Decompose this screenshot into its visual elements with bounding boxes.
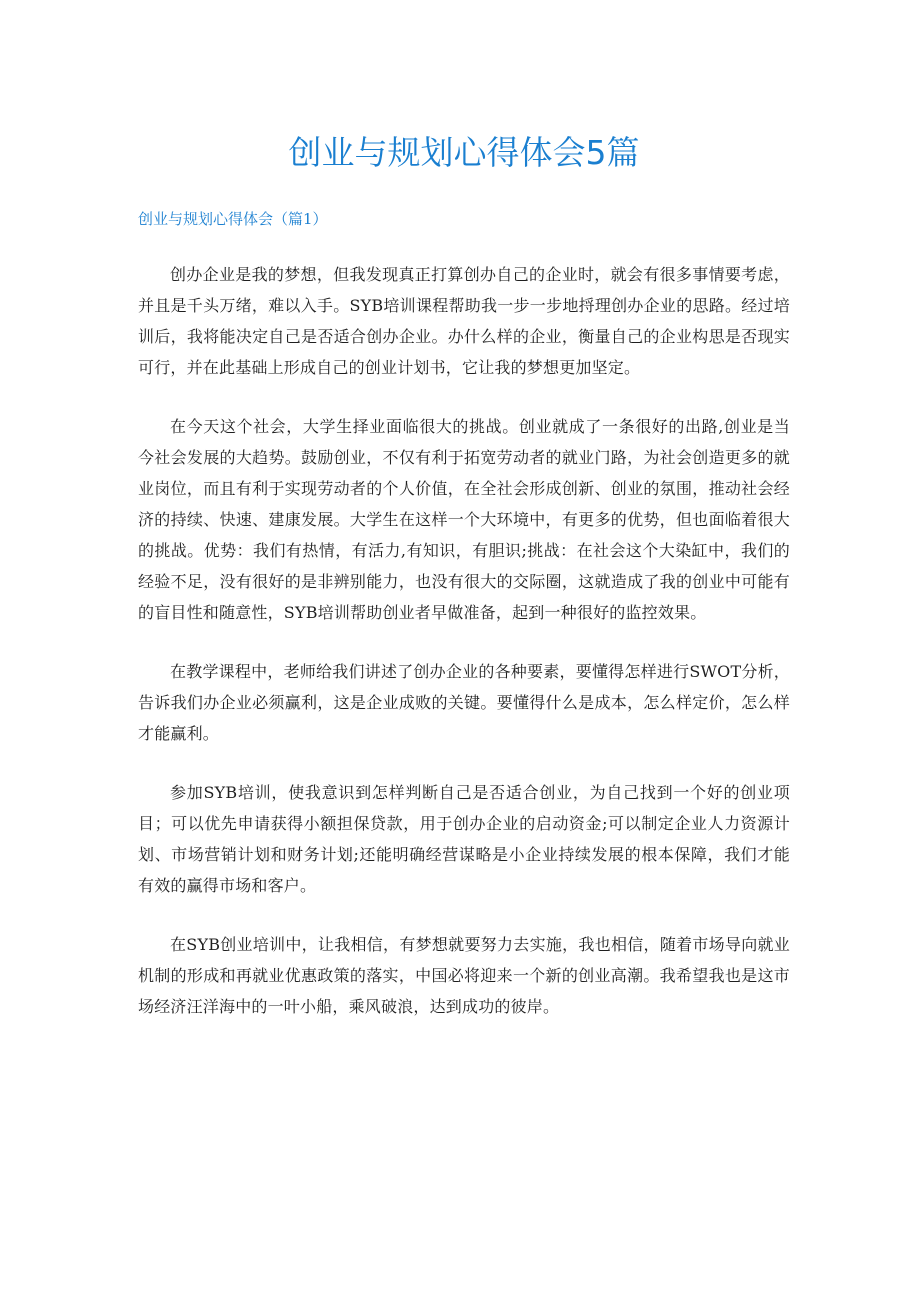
paragraph-5: 在SYB创业培训中，让我相信，有梦想就要努力去实施，我也相信，随着市场导向就业机制的形成和再就业优惠政策的落实，中国必将迎来一个新的创业高潮。我希望我也是这市场经济汪洋海中的一叶小船，乘风破浪，达到成功的彼岸。 bbox=[138, 935, 790, 1016]
section-heading: 创业与规划心得体会（篇1） bbox=[138, 210, 328, 228]
paragraph-3: 在教学课程中，老师给我们讲述了创办企业的各种要素，要懂得怎样进行SWOT分析，告诉我们办企业必须赢利，这是企业成败的关键。要懂得什么是成本，怎么样定价，怎么样才能赢利。 bbox=[138, 662, 790, 743]
document-title: 创业与规划心得体会5篇 bbox=[288, 133, 640, 172]
paragraph-4: 参加SYB培训，使我意识到怎样判断自己是否适合创业，为自己找到一个好的创业项目；可以优先申请获得小额担保贷款，用于创办企业的启动资金;可以制定企业人力资源计划、市场营销计划和财务计划;还能明确经营谋略是小企业持续发展的根本保障，我们才能有效的赢得市场和客户。 bbox=[138, 783, 790, 895]
paragraph-2: 在今天这个社会，大学生择业面临很大的挑战。创业就成了一条很好的出路,创业是当今社会发展的大趋势。鼓励创业，不仅有利于拓宽劳动者的就业门路，为社会创造更多的就业岗位，而且有利于实现劳动者的个人价值，在全社会形成创新、创业的氛围，推动社会经济的持续、快速、建康发展。大学生在这样一个大环境中，有更多的优势，但也面临着很大的挑战。优势：我们有热情，有活力,有知识，有胆识;挑战：在社会这个大染缸中，我们的经验不足，没有很好的是非辨别能力，也没有很大的交际圈，这就造成了我的创业中可能有的盲目性和随意性，SYB培训帮助创业者早做准备，起到一种很好的监控效果。 bbox=[138, 417, 790, 622]
paragraph-1: 创办企业是我的梦想，但我发现真正打算创办自己的企业时，就会有很多事情要考虑，并且是千头万绪，难以入手。SYB培训课程帮助我一步一步地捋理创办企业的思路。经过培训后，我将能决定自己是否适合创办企业。办什么样的企业，衡量自己的企业构思是否现实可行，并在此基础上形成自己的创业计划书，它让我的梦想更加坚定。 bbox=[138, 265, 790, 377]
